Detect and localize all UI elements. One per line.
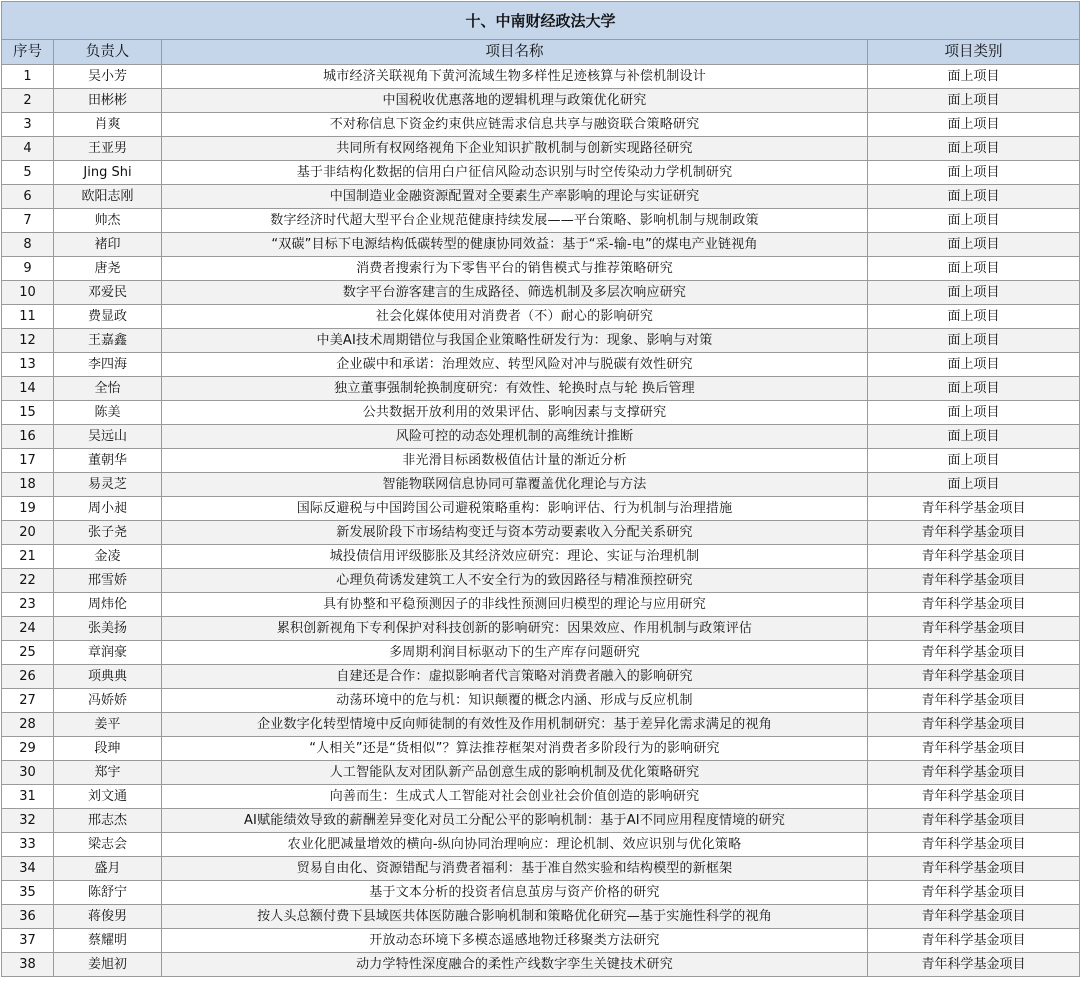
cell-owner: 欧阳志刚: [54, 185, 162, 209]
cell-category: 面上项目: [868, 65, 1080, 89]
cell-category: 面上项目: [868, 257, 1080, 281]
project-list-sheet: [1, 1, 1079, 977]
header-category: 项目类别: [868, 40, 1080, 65]
cell-no: 18: [2, 473, 54, 497]
table-row: [2, 857, 1080, 881]
header-row: [2, 40, 1080, 65]
cell-owner: 段珅: [54, 737, 162, 761]
header-name: 项目名称: [162, 40, 868, 65]
cell-no: 7: [2, 209, 54, 233]
cell-category: 青年科学基金项目: [868, 809, 1080, 833]
cell-no: 32: [2, 809, 54, 833]
cell-no: 25: [2, 641, 54, 665]
table-row: [2, 257, 1080, 281]
cell-owner: 陈舒宁: [54, 881, 162, 905]
cell-category: 面上项目: [868, 353, 1080, 377]
cell-project-name: 城投债信用评级膨胀及其经济效应研究：理论、实证与治理机制: [162, 545, 868, 569]
cell-category: 面上项目: [868, 281, 1080, 305]
cell-project-name: 智能物联网信息协同可靠覆盖优化理论与方法: [162, 473, 868, 497]
cell-project-name: 人工智能队友对团队新产品创意生成的影响机制及优化策略研究: [162, 761, 868, 785]
cell-category: 青年科学基金项目: [868, 593, 1080, 617]
cell-owner: 盛月: [54, 857, 162, 881]
cell-project-name: 公共数据开放利用的效果评估、影响因素与支撑研究: [162, 401, 868, 425]
cell-no: 20: [2, 521, 54, 545]
table-row: [2, 305, 1080, 329]
table-row: [2, 881, 1080, 905]
cell-project-name: 中国税收优惠落地的逻辑机理与政策优化研究: [162, 89, 868, 113]
cell-owner: 褚印: [54, 233, 162, 257]
cell-category: 面上项目: [868, 473, 1080, 497]
table-row: [2, 617, 1080, 641]
cell-project-name: 企业数字化转型情境中反向师徒制的有效性及作用机制研究：基于差异化需求满足的视角: [162, 713, 868, 737]
cell-project-name: 风险可控的动态处理机制的高维统计推断: [162, 425, 868, 449]
cell-category: 青年科学基金项目: [868, 953, 1080, 977]
cell-no: 33: [2, 833, 54, 857]
table-row: [2, 353, 1080, 377]
cell-no: 1: [2, 65, 54, 89]
cell-no: 24: [2, 617, 54, 641]
table-row: [2, 785, 1080, 809]
cell-project-name: 动荡环境中的危与机：知识颠覆的概念内涵、形成与反应机制: [162, 689, 868, 713]
project-table: [1, 1, 1080, 977]
cell-category: 青年科学基金项目: [868, 881, 1080, 905]
table-row: [2, 953, 1080, 977]
cell-project-name: 非光滑目标函数极值估计量的渐近分析: [162, 449, 868, 473]
cell-no: 6: [2, 185, 54, 209]
cell-no: 15: [2, 401, 54, 425]
table-row: [2, 401, 1080, 425]
cell-project-name: 农业化肥减量增效的横向-纵向协同治理响应：理论机制、效应识别与优化策略: [162, 833, 868, 857]
cell-no: 16: [2, 425, 54, 449]
cell-no: 31: [2, 785, 54, 809]
cell-project-name: 数字平台游客建言的生成路径、筛选机制及多层次响应研究: [162, 281, 868, 305]
cell-owner: 蔡耀明: [54, 929, 162, 953]
table-row: [2, 161, 1080, 185]
cell-project-name: 动力学特性深度融合的柔性产线数字孪生关键技术研究: [162, 953, 868, 977]
cell-category: 青年科学基金项目: [868, 641, 1080, 665]
cell-no: 3: [2, 113, 54, 137]
cell-category: 面上项目: [868, 209, 1080, 233]
table-row: [2, 137, 1080, 161]
cell-category: 面上项目: [868, 137, 1080, 161]
cell-category: 青年科学基金项目: [868, 521, 1080, 545]
cell-owner: 刘文通: [54, 785, 162, 809]
cell-owner: 张美扬: [54, 617, 162, 641]
cell-project-name: 贸易自由化、资源错配与消费者福利：基于准自然实验和结构模型的新框架: [162, 857, 868, 881]
cell-no: 2: [2, 89, 54, 113]
cell-project-name: 基于文本分析的投资者信息茧房与资产价格的研究: [162, 881, 868, 905]
cell-no: 10: [2, 281, 54, 305]
cell-project-name: 具有协整和平稳预测因子的非线性预测回归模型的理论与应用研究: [162, 593, 868, 617]
cell-no: 23: [2, 593, 54, 617]
cell-owner: 冯娇娇: [54, 689, 162, 713]
cell-owner: 全怡: [54, 377, 162, 401]
table-row: [2, 425, 1080, 449]
cell-owner: 项典典: [54, 665, 162, 689]
table-row: [2, 449, 1080, 473]
cell-project-name: 中美AI技术周期错位与我国企业策略性研发行为：现象、影响与对策: [162, 329, 868, 353]
cell-category: 青年科学基金项目: [868, 737, 1080, 761]
cell-owner: 易灵芝: [54, 473, 162, 497]
cell-no: 13: [2, 353, 54, 377]
table-row: [2, 89, 1080, 113]
cell-no: 22: [2, 569, 54, 593]
cell-owner: 帅杰: [54, 209, 162, 233]
cell-no: 5: [2, 161, 54, 185]
cell-category: 青年科学基金项目: [868, 497, 1080, 521]
cell-owner: 金凌: [54, 545, 162, 569]
cell-owner: 周小昶: [54, 497, 162, 521]
cell-owner: 李四海: [54, 353, 162, 377]
cell-owner: 吴远山: [54, 425, 162, 449]
cell-category: 青年科学基金项目: [868, 569, 1080, 593]
cell-category: 青年科学基金项目: [868, 857, 1080, 881]
table-row: [2, 665, 1080, 689]
table-row: [2, 761, 1080, 785]
cell-owner: 田彬彬: [54, 89, 162, 113]
cell-no: 35: [2, 881, 54, 905]
cell-project-name: 共同所有权网络视角下企业知识扩散机制与创新实现路径研究: [162, 137, 868, 161]
cell-no: 37: [2, 929, 54, 953]
cell-category: 面上项目: [868, 425, 1080, 449]
cell-category: 青年科学基金项目: [868, 929, 1080, 953]
cell-category: 青年科学基金项目: [868, 545, 1080, 569]
cell-no: 19: [2, 497, 54, 521]
header-no: 序号: [2, 40, 54, 65]
cell-owner: 唐尧: [54, 257, 162, 281]
cell-owner: 吴小芳: [54, 65, 162, 89]
cell-owner: 梁志会: [54, 833, 162, 857]
title-row: [2, 2, 1080, 40]
cell-owner: Jing Shi: [54, 161, 162, 185]
cell-no: 29: [2, 737, 54, 761]
cell-owner: 蒋俊男: [54, 905, 162, 929]
cell-owner: 郑宇: [54, 761, 162, 785]
cell-category: 面上项目: [868, 233, 1080, 257]
cell-no: 27: [2, 689, 54, 713]
cell-project-name: “双碳”目标下电源结构低碳转型的健康协同效益：基于“采-输-电”的煤电产业链视角: [162, 233, 868, 257]
table-row: [2, 281, 1080, 305]
cell-category: 青年科学基金项目: [868, 713, 1080, 737]
cell-project-name: 向善而生：生成式人工智能对社会创业社会价值创造的影响研究: [162, 785, 868, 809]
cell-owner: 邢志杰: [54, 809, 162, 833]
table-row: [2, 233, 1080, 257]
table-row: [2, 521, 1080, 545]
cell-project-name: AI赋能绩效导致的薪酬差异变化对员工分配公平的影响机制：基于AI不同应用程度情境的研究: [162, 809, 868, 833]
cell-category: 面上项目: [868, 449, 1080, 473]
cell-project-name: 消费者搜索行为下零售平台的销售模式与推荐策略研究: [162, 257, 868, 281]
cell-category: 青年科学基金项目: [868, 905, 1080, 929]
header-owner: 负责人: [54, 40, 162, 65]
cell-owner: 王嘉鑫: [54, 329, 162, 353]
cell-project-name: 心理负荷诱发建筑工人不安全行为的致因路径与精准预控研究: [162, 569, 868, 593]
cell-no: 12: [2, 329, 54, 353]
table-row: [2, 713, 1080, 737]
cell-category: 面上项目: [868, 89, 1080, 113]
cell-owner: 王亚男: [54, 137, 162, 161]
cell-project-name: 自建还是合作：虚拟影响者代言策略对消费者融入的影响研究: [162, 665, 868, 689]
table-row: [2, 737, 1080, 761]
cell-project-name: 中国制造业金融资源配置对全要素生产率影响的理论与实证研究: [162, 185, 868, 209]
table-row: [2, 593, 1080, 617]
cell-owner: 肖爽: [54, 113, 162, 137]
cell-category: 青年科学基金项目: [868, 617, 1080, 641]
cell-category: 青年科学基金项目: [868, 689, 1080, 713]
cell-category: 面上项目: [868, 401, 1080, 425]
table-row: [2, 689, 1080, 713]
cell-category: 面上项目: [868, 113, 1080, 137]
table-row: [2, 905, 1080, 929]
cell-project-name: 新发展阶段下市场结构变迁与资本劳动要素收入分配关系研究: [162, 521, 868, 545]
cell-project-name: 按人头总额付费下县域医共体医防融合影响机制和策略优化研究—基于实施性科学的视角: [162, 905, 868, 929]
cell-project-name: 多周期利润目标驱动下的生产库存问题研究: [162, 641, 868, 665]
table-row: [2, 113, 1080, 137]
table-row: [2, 473, 1080, 497]
cell-project-name: 社会化媒体使用对消费者（不）耐心的影响研究: [162, 305, 868, 329]
cell-category: 青年科学基金项目: [868, 761, 1080, 785]
cell-owner: 章润豪: [54, 641, 162, 665]
cell-project-name: “人相关”还是“货相似”？算法推荐框架对消费者多阶段行为的影响研究: [162, 737, 868, 761]
cell-no: 36: [2, 905, 54, 929]
cell-category: 面上项目: [868, 161, 1080, 185]
table-row: [2, 569, 1080, 593]
cell-owner: 周炜伦: [54, 593, 162, 617]
cell-no: 21: [2, 545, 54, 569]
cell-owner: 邓爱民: [54, 281, 162, 305]
cell-project-name: 城市经济关联视角下黄河流域生物多样性足迹核算与补偿机制设计: [162, 65, 868, 89]
table-row: [2, 497, 1080, 521]
cell-category: 面上项目: [868, 305, 1080, 329]
table-row: [2, 65, 1080, 89]
table-row: [2, 929, 1080, 953]
table-row: [2, 833, 1080, 857]
cell-owner: 陈美: [54, 401, 162, 425]
cell-project-name: 基于非结构化数据的信用白户征信风险动态识别与时空传染动力学机制研究: [162, 161, 868, 185]
cell-project-name: 数字经济时代超大型平台企业规范健康持续发展——平台策略、影响机制与规制政策: [162, 209, 868, 233]
table-row: [2, 809, 1080, 833]
table-row: [2, 185, 1080, 209]
cell-owner: 董朝华: [54, 449, 162, 473]
cell-no: 34: [2, 857, 54, 881]
cell-owner: 姜旭初: [54, 953, 162, 977]
cell-no: 14: [2, 377, 54, 401]
cell-owner: 费显政: [54, 305, 162, 329]
cell-no: 17: [2, 449, 54, 473]
cell-category: 青年科学基金项目: [868, 833, 1080, 857]
cell-no: 8: [2, 233, 54, 257]
table-row: [2, 329, 1080, 353]
cell-no: 11: [2, 305, 54, 329]
cell-no: 9: [2, 257, 54, 281]
cell-no: 30: [2, 761, 54, 785]
cell-project-name: 开放动态环境下多模态遥感地物迁移聚类方法研究: [162, 929, 868, 953]
cell-no: 38: [2, 953, 54, 977]
table-title: 十、中南财经政法大学: [2, 2, 1080, 40]
table-row: [2, 209, 1080, 233]
cell-no: 28: [2, 713, 54, 737]
cell-project-name: 累积创新视角下专利保护对科技创新的影响研究：因果效应、作用机制与政策评估: [162, 617, 868, 641]
cell-category: 面上项目: [868, 329, 1080, 353]
cell-category: 青年科学基金项目: [868, 665, 1080, 689]
cell-category: 面上项目: [868, 185, 1080, 209]
table-row: [2, 377, 1080, 401]
cell-project-name: 企业碳中和承诺：治理效应、转型风险对冲与脱碳有效性研究: [162, 353, 868, 377]
cell-category: 面上项目: [868, 377, 1080, 401]
table-row: [2, 641, 1080, 665]
cell-project-name: 独立董事强制轮换制度研究：有效性、轮换时点与轮 换后管理: [162, 377, 868, 401]
cell-owner: 姜平: [54, 713, 162, 737]
cell-category: 青年科学基金项目: [868, 785, 1080, 809]
table-body: [2, 65, 1080, 977]
cell-no: 26: [2, 665, 54, 689]
cell-owner: 邢雪娇: [54, 569, 162, 593]
cell-no: 4: [2, 137, 54, 161]
cell-owner: 张子尧: [54, 521, 162, 545]
cell-project-name: 国际反避税与中国跨国公司避税策略重构：影响评估、行为机制与治理措施: [162, 497, 868, 521]
cell-project-name: 不对称信息下资金约束供应链需求信息共享与融资联合策略研究: [162, 113, 868, 137]
table-row: [2, 545, 1080, 569]
